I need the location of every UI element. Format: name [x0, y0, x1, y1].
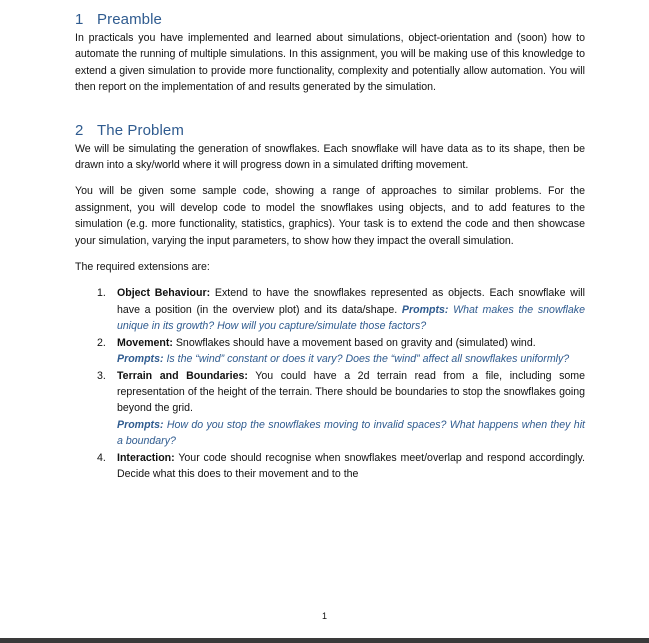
list-item — [97, 450, 585, 483]
extensions-list — [75, 285, 585, 482]
list-number: 2. — [97, 336, 106, 349]
item-label: Movement: — [117, 336, 173, 349]
prompt-label: Prompts: — [401, 303, 449, 316]
preamble-paragraph: In practicals you have implemented and learned about simulations, object-orientation and (soon) how to automate the running of multiple simulations. In this assignment, you will be making use of this knowledge to extend a given simulation to provide more functionality, complexity and potentially allow automation. You will then report on the implementation of and results generated by the simulation. — [75, 32, 585, 94]
item-label: Terrain and Boundaries: — [117, 369, 248, 382]
problem-paragraph-2: You will be given some sample code, showing a range of approaches to similar problems. For the assignment, you will develop code to model the snowflakes using objects, and to add features to the simulation (e.g. more functionality, statistics, graphics). Your task is to extend the code and then showcase your simulation, varying the input parameters, to show how they impact the overall simulation. — [75, 185, 585, 247]
extensions-intro: The required extensions are: — [75, 261, 210, 274]
item-text: Snowflakes should have a movement based on gravity and (simulated) wind. — [172, 336, 536, 349]
item-text: You could have a 2d terrain read from a file, including some representation of the height of the terrain. There should be boundaries to stop the snowflakes going beyond the grid. — [117, 369, 585, 415]
page-number: 1 — [321, 611, 327, 621]
list-item — [97, 335, 585, 368]
prompt-body: Is the “wind” constant or does it vary? Does the “wind” affect all snowflakes uniformly? — [163, 353, 570, 366]
prompt-body: What makes the snowflake unique in its growth? How will you capture/simulate those factors? — [117, 303, 585, 333]
list-number: 4. — [97, 451, 106, 464]
item-text: Your code should recognise when snowflakes meet/overlap and respond accordingly. Decide what this does to their movement and to the — [117, 451, 585, 480]
section-number: 2 — [75, 121, 84, 139]
item-label: Interaction: — [117, 451, 175, 464]
prompt-label: Prompts: — [117, 418, 164, 431]
prompt-text — [117, 419, 585, 447]
item-label: Object Behaviour: — [117, 287, 211, 300]
list-number: 3. — [97, 369, 106, 382]
section-heading-preamble — [75, 10, 585, 30]
section-heading-problem — [75, 121, 585, 141]
prompt-body: How do you stop the snowflakes moving to invalid spaces? What happens when they hit a boundary? — [117, 418, 585, 448]
prompt-text — [117, 353, 569, 365]
item-text: Extend to have the snowflakes represented as objects. Each snowflake will have a position (in the overview plot) and its data/shape. — [117, 287, 586, 316]
page-bottom-border — [0, 638, 649, 643]
list-item — [97, 368, 585, 450]
list-item — [97, 285, 586, 334]
section-title: Preamble — [97, 11, 162, 28]
page-content — [75, 10, 585, 482]
section-number: 1 — [75, 11, 84, 28]
prompt-label: Prompts: — [117, 353, 164, 366]
list-number: 1. — [97, 287, 106, 300]
problem-paragraph-1: We will be simulating the generation of snowflakes. Each snowflake will have data as to its shape, then be drawn into a sky/world where it will progress down in a simulated drifting movement. — [75, 142, 585, 172]
section-title: The Problem — [97, 121, 184, 139]
